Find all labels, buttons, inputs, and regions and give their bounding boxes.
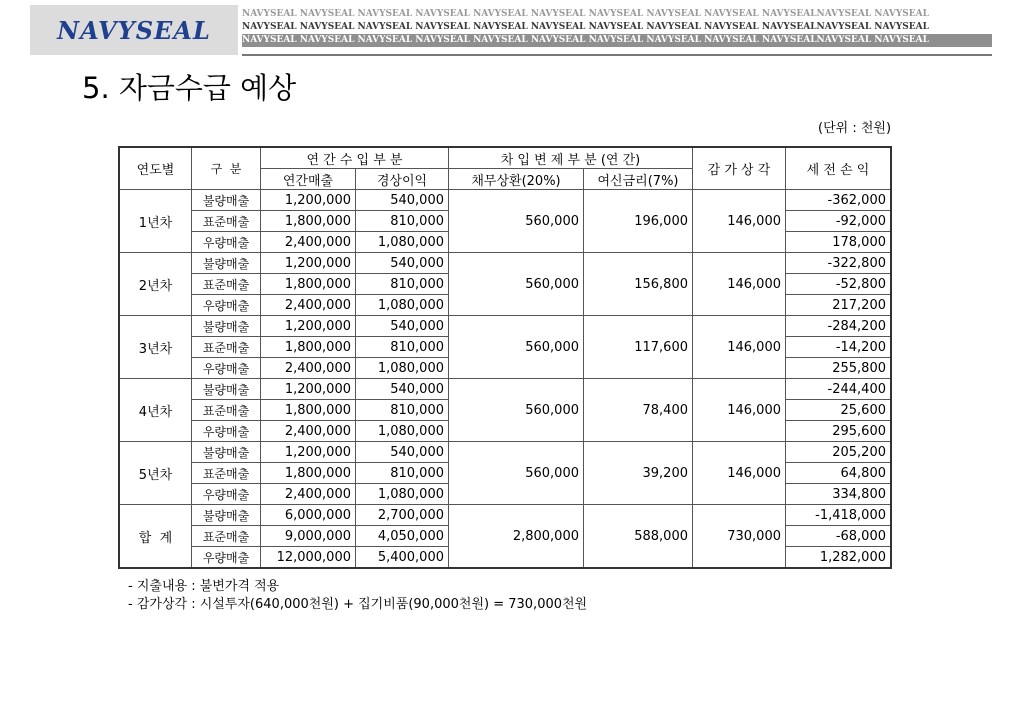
kind-cell: 표준매출 (192, 526, 261, 547)
pretax-cell: -92,000 (786, 211, 892, 232)
table-row (119, 442, 891, 463)
interest-cell: 117,600 (584, 316, 693, 379)
header-pattern (242, 8, 992, 54)
profit-cell: 1,080,000 (356, 421, 449, 442)
pretax-cell: -362,000 (786, 190, 892, 211)
footnote: - 감가상각 : 시설투자(640,000천원) + 집기비품(90,000천원) = 730,000천원 (128, 597, 588, 612)
kind-cell: 우량매출 (192, 232, 261, 253)
profit-cell: 1,080,000 (356, 232, 449, 253)
pretax-cell: -244,400 (786, 379, 892, 400)
kind-cell: 불량매출 (192, 190, 261, 211)
table-row (119, 379, 891, 400)
repayment-cell: 2,800,000 (449, 505, 584, 569)
sales-cell: 1,800,000 (261, 463, 356, 484)
table-row (119, 253, 891, 274)
year-label: 3년차 (119, 316, 192, 379)
interest-cell: 196,000 (584, 190, 693, 253)
profit-cell: 810,000 (356, 463, 449, 484)
total-row (119, 505, 891, 526)
depreciation-cell: 146,000 (693, 253, 786, 316)
pretax-cell: -68,000 (786, 526, 892, 547)
page-title: 5. 자금수급 예상 (82, 71, 297, 105)
pattern-row: NAVYSEAL NAVYSEAL NAVYSEAL NAVYSEAL NAVYSEAL NAVYSEAL NAVYSEAL NAVYSEAL NAVYSEAL NAVYSEALNAVYSEAL NAVYSEAL (242, 34, 992, 47)
kind-cell: 우량매출 (192, 358, 261, 379)
sales-cell: 9,000,000 (261, 526, 356, 547)
profit-cell: 1,080,000 (356, 358, 449, 379)
pretax-cell: 205,200 (786, 442, 892, 463)
pattern-row: NAVYSEAL NAVYSEAL NAVYSEAL NAVYSEAL NAVYSEAL NAVYSEAL NAVYSEAL NAVYSEAL NAVYSEAL NAVYSEALNAVYSEAL NAVYSEAL (242, 22, 929, 32)
sales-cell: 1,200,000 (261, 316, 356, 337)
kind-cell: 불량매출 (192, 442, 261, 463)
pretax-cell: -322,800 (786, 253, 892, 274)
depreciation-cell: 730,000 (693, 505, 786, 569)
depreciation-cell: 146,000 (693, 190, 786, 253)
header-loan-group: 차 입 변 제 부 분 (연 간) (449, 147, 693, 169)
year-label: 5년차 (119, 442, 192, 505)
pretax-cell: 255,800 (786, 358, 892, 379)
header-pretax: 세 전 손 익 (786, 147, 892, 190)
interest-cell: 78,400 (584, 379, 693, 442)
kind-cell: 표준매출 (192, 463, 261, 484)
sales-cell: 2,400,000 (261, 484, 356, 505)
sales-cell: 1,800,000 (261, 337, 356, 358)
header-credit-interest: 여신금리(7%) (584, 169, 693, 190)
profit-cell: 540,000 (356, 442, 449, 463)
kind-cell: 우량매출 (192, 295, 261, 316)
sales-cell: 2,400,000 (261, 232, 356, 253)
kind-cell: 불량매출 (192, 253, 261, 274)
profit-cell: 1,080,000 (356, 484, 449, 505)
header-depreciation: 감 가 상 각 (693, 147, 786, 190)
kind-cell: 우량매출 (192, 547, 261, 569)
kind-cell: 우량매출 (192, 484, 261, 505)
depreciation-cell: 146,000 (693, 316, 786, 379)
interest-cell: 39,200 (584, 442, 693, 505)
profit-cell: 540,000 (356, 253, 449, 274)
repayment-cell: 560,000 (449, 253, 584, 316)
pretax-cell: -52,800 (786, 274, 892, 295)
sales-cell: 6,000,000 (261, 505, 356, 526)
sales-cell: 2,400,000 (261, 421, 356, 442)
sales-cell: 1,800,000 (261, 211, 356, 232)
header-operating-profit: 경상이익 (356, 169, 449, 190)
brand-logo: NAVYSEAL (57, 15, 211, 45)
profit-cell: 540,000 (356, 190, 449, 211)
year-label: 2년차 (119, 253, 192, 316)
pattern-row: NAVYSEAL NAVYSEAL NAVYSEAL NAVYSEAL NAVYSEAL NAVYSEAL NAVYSEAL NAVYSEAL NAVYSEAL NAVYSEALNAVYSEAL NAVYSEAL (242, 9, 929, 19)
kind-cell: 불량매출 (192, 316, 261, 337)
kind-cell: 표준매출 (192, 274, 261, 295)
repayment-cell: 560,000 (449, 316, 584, 379)
sales-cell: 1,800,000 (261, 400, 356, 421)
header-divider (242, 54, 992, 56)
pretax-cell: 217,200 (786, 295, 892, 316)
kind-cell: 표준매출 (192, 211, 261, 232)
depreciation-cell: 146,000 (693, 442, 786, 505)
repayment-cell: 560,000 (449, 190, 584, 253)
pretax-cell: 295,600 (786, 421, 892, 442)
profit-cell: 810,000 (356, 211, 449, 232)
sales-cell: 1,200,000 (261, 253, 356, 274)
sales-cell: 12,000,000 (261, 547, 356, 569)
year-label: 1년차 (119, 190, 192, 253)
table-header (119, 147, 891, 190)
profit-cell: 540,000 (356, 316, 449, 337)
pretax-cell: 25,600 (786, 400, 892, 421)
repayment-cell: 560,000 (449, 442, 584, 505)
profit-cell: 540,000 (356, 379, 449, 400)
kind-cell: 불량매출 (192, 379, 261, 400)
logo-box (30, 5, 238, 55)
profit-cell: 810,000 (356, 337, 449, 358)
kind-cell: 우량매출 (192, 421, 261, 442)
profit-cell: 810,000 (356, 400, 449, 421)
interest-cell: 156,800 (584, 253, 693, 316)
table-row (119, 316, 891, 337)
kind-cell: 불량매출 (192, 505, 261, 526)
kind-cell: 표준매출 (192, 400, 261, 421)
profit-cell: 4,050,000 (356, 526, 449, 547)
pretax-cell: -14,200 (786, 337, 892, 358)
sales-cell: 2,400,000 (261, 295, 356, 316)
footnote: - 지출내용 : 불변가격 적용 (128, 579, 280, 594)
header-income-group: 연 간 수 입 부 분 (261, 147, 449, 169)
header-debt-repayment: 채무상환(20%) (449, 169, 584, 190)
sales-cell: 1,200,000 (261, 442, 356, 463)
profit-cell: 1,080,000 (356, 295, 449, 316)
header-kind: 구 분 (192, 147, 261, 190)
table-row (119, 190, 891, 211)
sales-cell: 1,200,000 (261, 190, 356, 211)
profit-cell: 2,700,000 (356, 505, 449, 526)
pretax-cell: 64,800 (786, 463, 892, 484)
pretax-cell: 178,000 (786, 232, 892, 253)
header-annual-sales: 연간매출 (261, 169, 356, 190)
header-year: 연도별 (119, 147, 192, 190)
total-label: 합 계 (119, 505, 192, 569)
table-body (119, 190, 891, 569)
footnotes (128, 578, 587, 614)
funding-table (118, 146, 892, 569)
repayment-cell: 560,000 (449, 379, 584, 442)
sales-cell: 1,800,000 (261, 274, 356, 295)
depreciation-cell: 146,000 (693, 379, 786, 442)
profit-cell: 810,000 (356, 274, 449, 295)
pretax-cell: -284,200 (786, 316, 892, 337)
interest-cell: 588,000 (584, 505, 693, 569)
kind-cell: 표준매출 (192, 337, 261, 358)
profit-cell: 5,400,000 (356, 547, 449, 569)
sales-cell: 1,200,000 (261, 379, 356, 400)
pretax-cell: 1,282,000 (786, 547, 892, 569)
pretax-cell: 334,800 (786, 484, 892, 505)
year-label: 4년차 (119, 379, 192, 442)
pretax-cell: -1,418,000 (786, 505, 892, 526)
sales-cell: 2,400,000 (261, 358, 356, 379)
unit-label: (단위 : 천원) (818, 121, 892, 136)
